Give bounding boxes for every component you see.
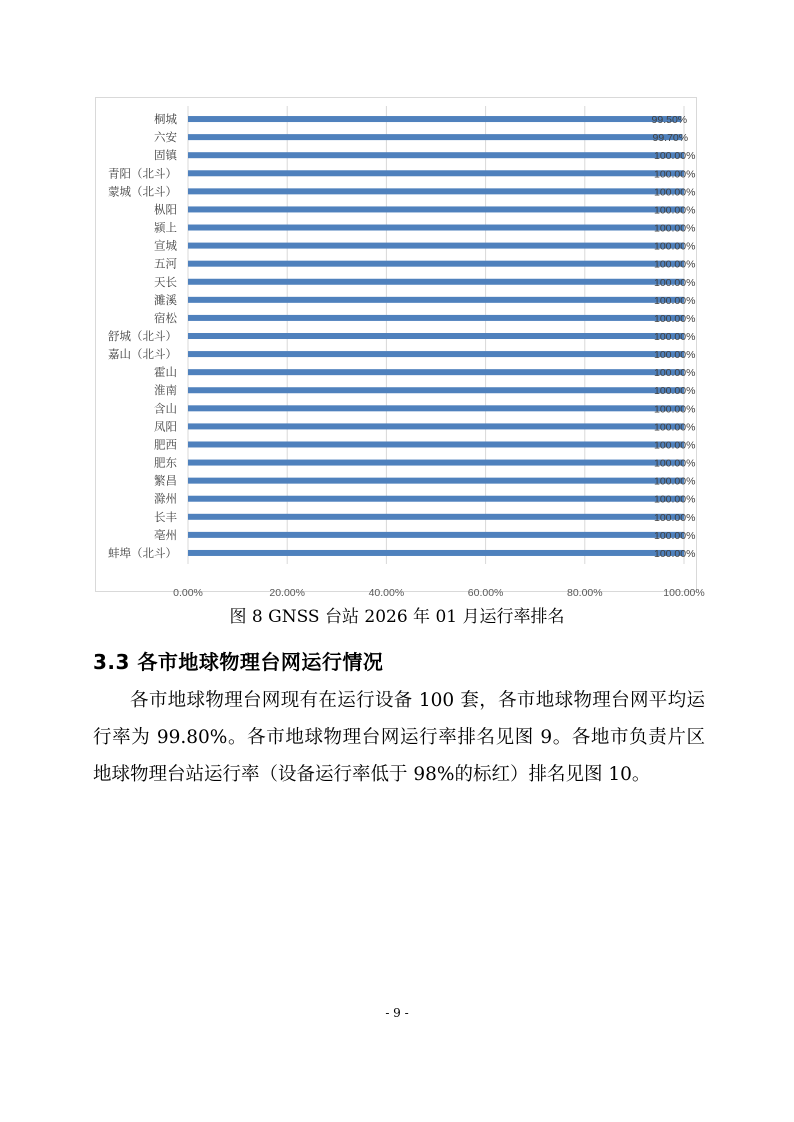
figure-caption: 图 8 GNSS 台站 2026 年 01 月运行率排名: [229, 607, 565, 627]
bar: [188, 315, 684, 321]
bar: [188, 188, 684, 194]
bar: [188, 206, 684, 212]
page-number: - 9 -: [385, 1006, 409, 1020]
data-label: 100.00%: [654, 493, 696, 506]
bar: [188, 387, 684, 393]
x-tick-label: 0.00%: [173, 587, 203, 599]
data-label: 100.00%: [654, 529, 696, 542]
category-label: 凤阳: [154, 419, 177, 434]
data-label: 100.00%: [654, 186, 696, 199]
bar: [188, 261, 684, 267]
category-label: 长丰: [154, 509, 177, 524]
bar: [188, 333, 684, 339]
data-label: 100.00%: [654, 276, 696, 289]
bar: [188, 550, 684, 556]
bar: [188, 405, 684, 411]
bar: [188, 369, 684, 375]
body-paragraph: 各市地球物理台网现有在运行设备 100 套，各市地球物理台网平均运行率为 99.80%。各市地球物理台网运行率排名见图 9。各地市负责片区地球物理台站运行率（设备运行率低于 98%的标红）排名见图 10。: [93, 690, 705, 785]
category-label: 滁州: [154, 491, 177, 506]
data-label: 100.00%: [654, 385, 696, 398]
data-label: 100.00%: [654, 150, 696, 163]
category-label: 嘉山（北斗）: [108, 347, 177, 362]
data-label: 100.00%: [654, 511, 696, 524]
bar: [188, 460, 684, 466]
bar: [188, 116, 682, 122]
category-label: 繁昌: [154, 473, 177, 488]
bar: [188, 152, 684, 158]
category-label: 舒城（北斗）: [108, 329, 177, 343]
data-label: 100.00%: [654, 475, 696, 488]
category-label: 宣城: [154, 238, 177, 253]
bar: [188, 279, 684, 285]
category-label: 固镇: [154, 148, 177, 163]
category-label: 濉溪: [154, 292, 177, 307]
data-label: 100.00%: [654, 331, 696, 343]
category-label: 枞阳: [154, 202, 177, 217]
data-label: 100.00%: [654, 294, 696, 307]
data-label: 100.00%: [654, 403, 696, 416]
category-label: 肥东: [154, 455, 177, 470]
bar: [188, 514, 684, 520]
x-tick-label: 60.00%: [467, 587, 504, 599]
bar: [188, 297, 684, 303]
category-label: 宿松: [154, 310, 177, 325]
data-label: 100.00%: [654, 222, 696, 235]
bar: [188, 441, 684, 447]
category-label: 淮南: [154, 383, 177, 398]
bar: [188, 532, 684, 538]
category-label: 含山: [154, 401, 177, 416]
data-label: 100.00%: [654, 439, 696, 452]
category-label: 桐城: [154, 112, 177, 127]
data-label: 99.50%: [651, 114, 688, 127]
bar: [188, 170, 684, 176]
section-heading: 3.3 各市地球物理台网运行情况: [93, 650, 384, 674]
x-tick-label: 20.00%: [269, 587, 306, 599]
data-label: 100.00%: [654, 547, 696, 560]
data-label: 100.00%: [654, 258, 696, 271]
bar: [188, 134, 683, 140]
category-label: 肥西: [154, 437, 177, 452]
bar: [188, 351, 684, 357]
data-label: 100.00%: [654, 421, 696, 434]
data-label: 100.00%: [654, 457, 696, 470]
data-label: 100.00%: [654, 349, 696, 362]
category-label: 蒙城（北斗）: [108, 184, 177, 199]
data-label: 100.00%: [654, 312, 696, 325]
bar: [188, 243, 684, 249]
category-label: 亳州: [154, 527, 177, 542]
data-label: 100.00%: [654, 168, 696, 181]
x-tick-label: 100.00%: [663, 587, 705, 599]
category-label: 颍上: [154, 220, 177, 235]
data-label: 99.70%: [652, 132, 689, 145]
bar-chart: [96, 98, 705, 599]
bar: [188, 478, 684, 484]
x-tick-label: 80.00%: [566, 587, 603, 599]
category-label: 天长: [154, 274, 177, 289]
x-tick-label: 40.00%: [368, 587, 405, 599]
category-label: 六安: [154, 130, 177, 145]
category-label: 青阳（北斗）: [108, 166, 177, 181]
category-label: 霍山: [154, 365, 177, 380]
data-label: 100.00%: [654, 240, 696, 253]
data-label: 100.00%: [654, 367, 696, 380]
chart-container: [95, 97, 705, 599]
category-label: 蚌埠（北斗）: [108, 545, 177, 560]
bar: [188, 496, 684, 502]
bar: [188, 423, 684, 429]
category-label: 五河: [154, 256, 177, 271]
data-label: 100.00%: [654, 204, 696, 217]
bar: [188, 225, 684, 231]
